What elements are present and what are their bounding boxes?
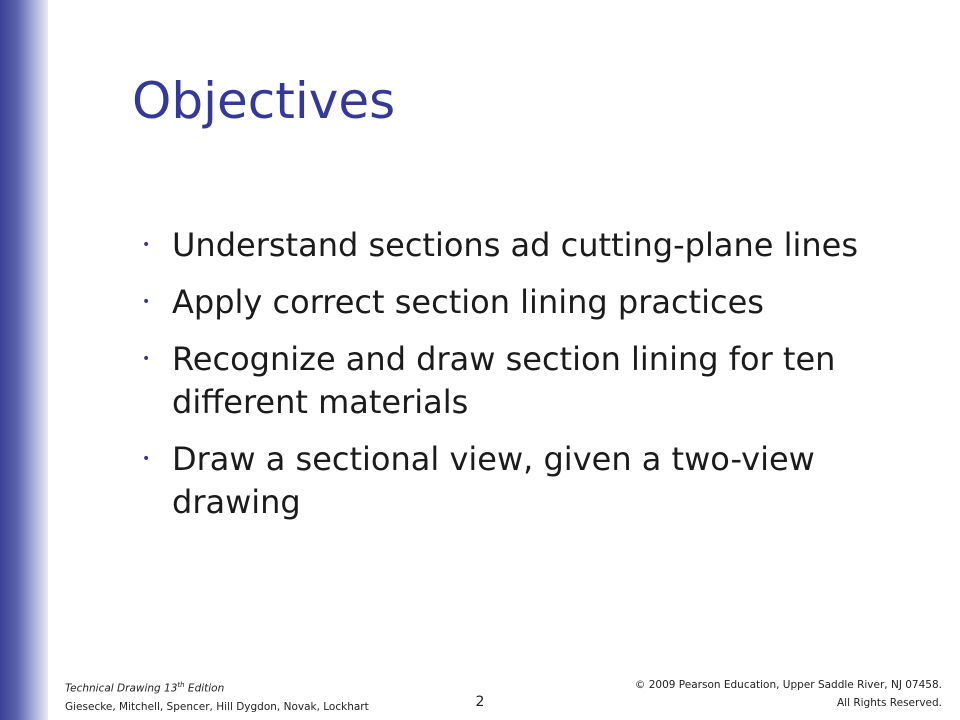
book-title: Technical Drawing 13th Edition xyxy=(65,681,225,695)
copyright-line-2: All Rights Reserved. xyxy=(836,697,942,709)
page-number: 2 xyxy=(475,694,485,710)
objectives-list xyxy=(132,224,942,538)
slide-title: Objectives xyxy=(132,72,396,130)
bullet-icon: • xyxy=(142,351,151,367)
list-item xyxy=(132,438,942,524)
bullet-icon: • xyxy=(142,294,151,310)
list-item xyxy=(132,281,942,324)
bullet-text: Understand sections ad cutting-plane lines xyxy=(172,226,859,264)
bullet-icon: • xyxy=(142,451,151,467)
book-authors: Giesecke, Mitchell, Spencer, Hill Dygdon, Novak, Lockhart xyxy=(65,700,369,713)
footer-book-info xyxy=(65,676,369,716)
left-gradient-band xyxy=(0,0,48,720)
copyright-line-1: © 2009 Pearson Education, Upper Saddle River, NJ 07458. xyxy=(634,679,942,691)
bullet-icon: • xyxy=(142,237,151,253)
list-item xyxy=(132,224,942,267)
bullet-text: Draw a sectional view, given a two-view drawing xyxy=(172,440,815,521)
list-item xyxy=(132,338,942,424)
bullet-text: Recognize and draw section lining for ten different materials xyxy=(172,340,836,421)
bullet-text: Apply correct section lining practices xyxy=(172,283,764,321)
footer-copyright xyxy=(635,676,942,712)
